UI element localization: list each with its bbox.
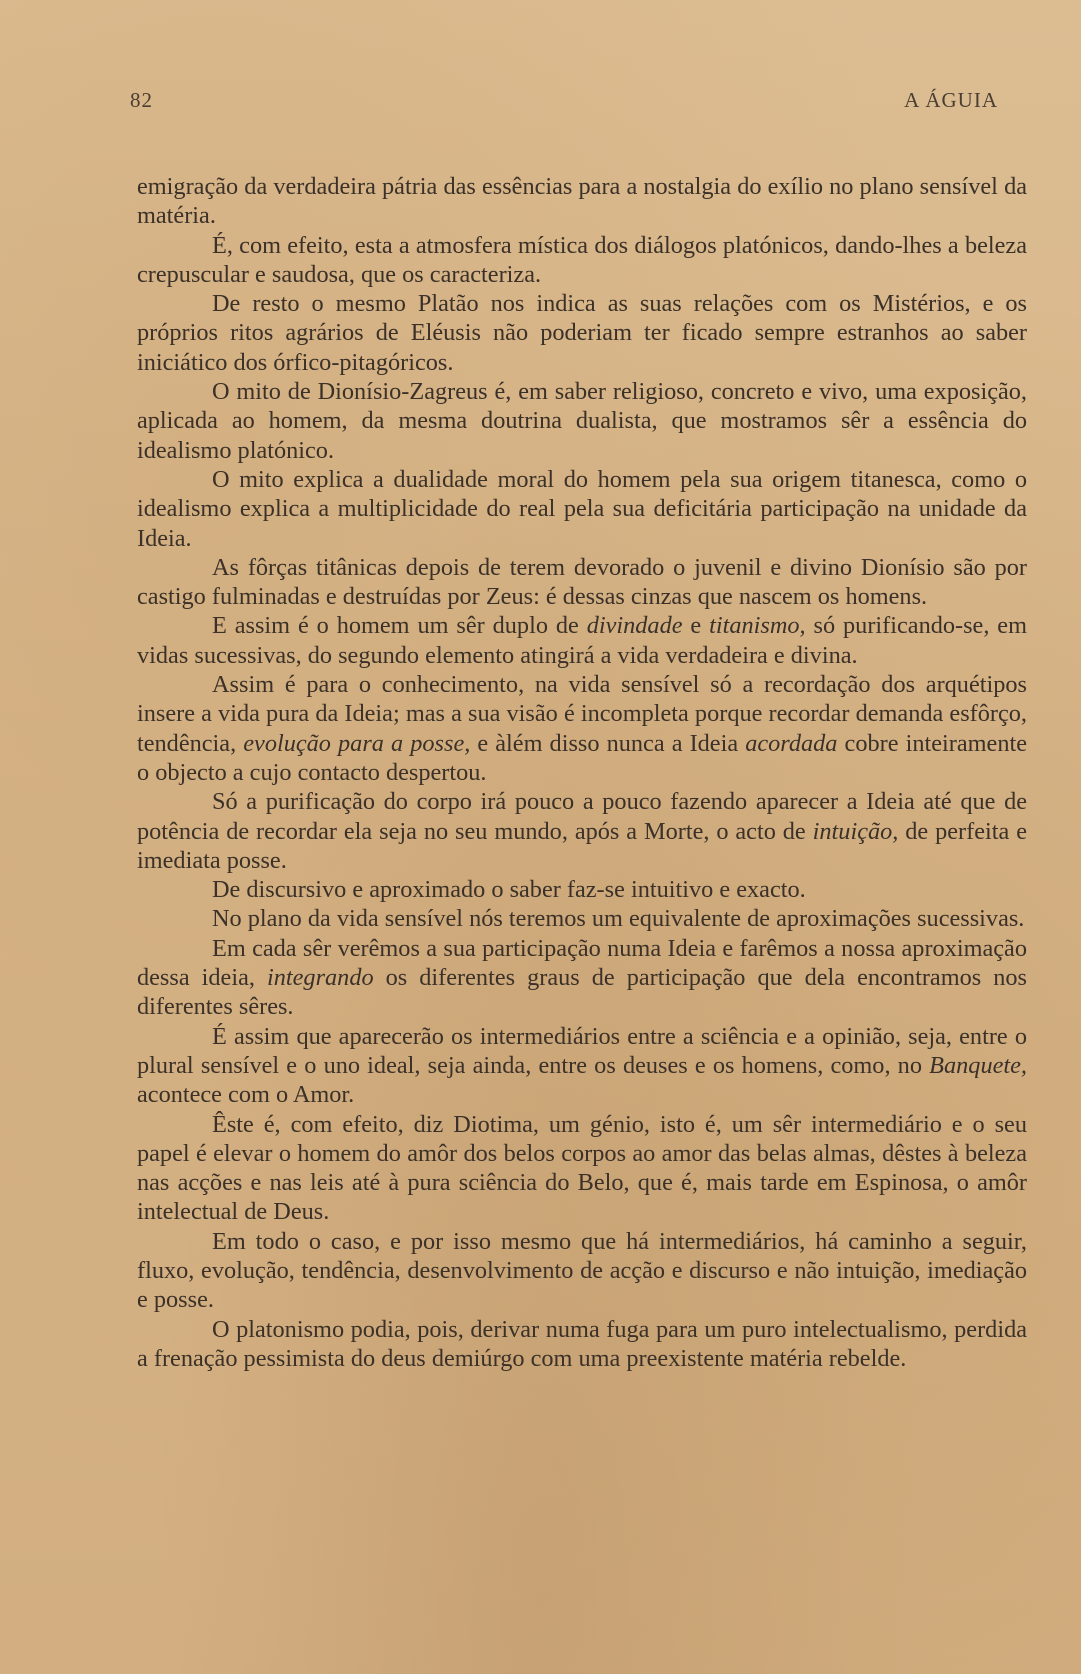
paragraph [137, 904, 1027, 933]
italic-text: intuição, [812, 817, 899, 845]
paragraph [137, 1022, 1027, 1110]
text-segment: só purificando-se, em vidas sucessivas, do segundo elemento atingirá a vida verdadeira e divina. [137, 612, 1027, 669]
text-segment: emigração da verdadeira pátria das essências para a nostalgia do exílio no plano sensível da matéria. [137, 173, 1027, 230]
text-segment: No plano da vida sensível nós teremos um equivalente de aproximações sucessivas. [212, 905, 1025, 933]
text-segment: Em todo o caso, e por isso mesmo que há intermediários, há caminho a seguir, fluxo, evolução, tendência, desenvolvimento de acção e discurso e não intuição, imediação e posse. [137, 1227, 1027, 1314]
page-number: 82 [130, 88, 153, 112]
paragraph [137, 787, 1027, 875]
text-segment: As fôrças titânicas depois de terem devorado o juvenil e divino Dionísio são por castigo fulminadas e destruídas por Zeus: é dessas cinzas que nascem os homens. [137, 553, 1027, 611]
paragraph [137, 1227, 1027, 1315]
text-segment: É assim que aparecerão os intermediários entre a sciência e a opinião, seja, entre o plural sensível e o uno ideal, seja ainda, entre os deuses e os homens, como, no [137, 1022, 1027, 1079]
text-segment: acontece com o Amor. [137, 1081, 355, 1109]
text-segment: O mito de Dionísio-Zagreus é, em saber religioso, concreto e vivo, uma exposição, aplicada ao homem, da mesma doutrina dualista, que mostramos sêr a essência do idealismo platónico. [137, 378, 1027, 464]
italic-text: evolução para a posse, [243, 729, 471, 757]
paragraph [137, 231, 1027, 290]
text-segment: Só a purificação do corpo irá pouco a pouco fazendo aparecer a Ideia até que de potência de recordar ela seja no seu mundo, após a Morte, o acto de [137, 788, 1027, 845]
paragraph [137, 289, 1027, 377]
paragraph [137, 553, 1027, 612]
paragraph [137, 465, 1027, 553]
paragraph [137, 670, 1027, 787]
text-segment: cobre inteiramente o objecto a cujo contacto despertou. [137, 729, 1027, 786]
text-segment: E assim é o homem um sêr duplo de [212, 612, 587, 640]
body-text [137, 172, 1027, 1373]
text-segment: O mito explica a dualidade moral do homem pela sua origem titanesca, como o idealismo explica a multiplicidade do real pela sua deficitária participação na unidade da Ideia. [137, 465, 1027, 552]
paragraph [137, 875, 1027, 904]
text-segment: De resto o mesmo Platão nos indica as suas relações com os Mistérios, e os próprios ritos agrários de Eléusis não poderiam ter ficado sempre estranhos ao saber iniciático dos órfico-pitagóricos. [137, 290, 1027, 376]
paragraph [137, 1110, 1027, 1227]
italic-text: integrando [266, 964, 374, 992]
text-segment: Êste é, com efeito, diz Diotima, um génio, isto é, um sêr intermediário e o seu papel é elevar o homem do amôr dos belos corpos ao amor das belas almas, dêstes à beleza nas acções e nas leis até à pura sciência do Belo, que é, mais tarde em Espinosa, o amôr intelectual de Deus. [137, 1110, 1027, 1226]
text-segment: Em cada sêr verêmos a sua participação numa Ideia e farêmos a nossa aproximação dessa ideia, [137, 934, 1027, 992]
paragraph [137, 172, 1027, 231]
paragraph [137, 934, 1027, 1022]
text-segment: Assim é para o conhecimento, na vida sensível só a recordação dos arquétipos insere a vida pura da Ideia; mas a sua visão é incompleta porque recordar demanda esfôrço, tendência, [137, 671, 1027, 757]
text-segment: de perfeita e imediata posse. [137, 817, 1028, 874]
italic-text: divindade [586, 612, 683, 640]
text-segment: O platonismo podia, pois, derivar numa fuga para um puro intelectualismo, perdida a frenação pessimista do deus demiúrgo com uma preexistente matéria rebelde. [137, 1315, 1027, 1372]
italic-text: acordada [745, 729, 838, 757]
text-segment: De discursivo e aproximado o saber faz-se intuitivo e exacto. [212, 876, 806, 904]
text-segment: e àlém disso nunca a Ideia [470, 729, 746, 757]
page-header [130, 88, 998, 118]
paragraph [137, 377, 1027, 465]
text-segment: os diferentes graus de participação que dela encontramos nos diferentes sêres. [137, 964, 1027, 1021]
paragraph [137, 1315, 1027, 1374]
italic-text: Banquete, [929, 1051, 1027, 1079]
text-segment: e [682, 612, 710, 640]
running-title: A ÁGUIA [904, 88, 998, 112]
paragraph [137, 611, 1027, 670]
italic-text: titanismo, [709, 612, 806, 640]
text-segment: É, com efeito, esta a atmosfera mística dos diálogos platónicos, dando-lhes a beleza crepuscular e saudosa, que os caracteriza. [137, 231, 1027, 288]
